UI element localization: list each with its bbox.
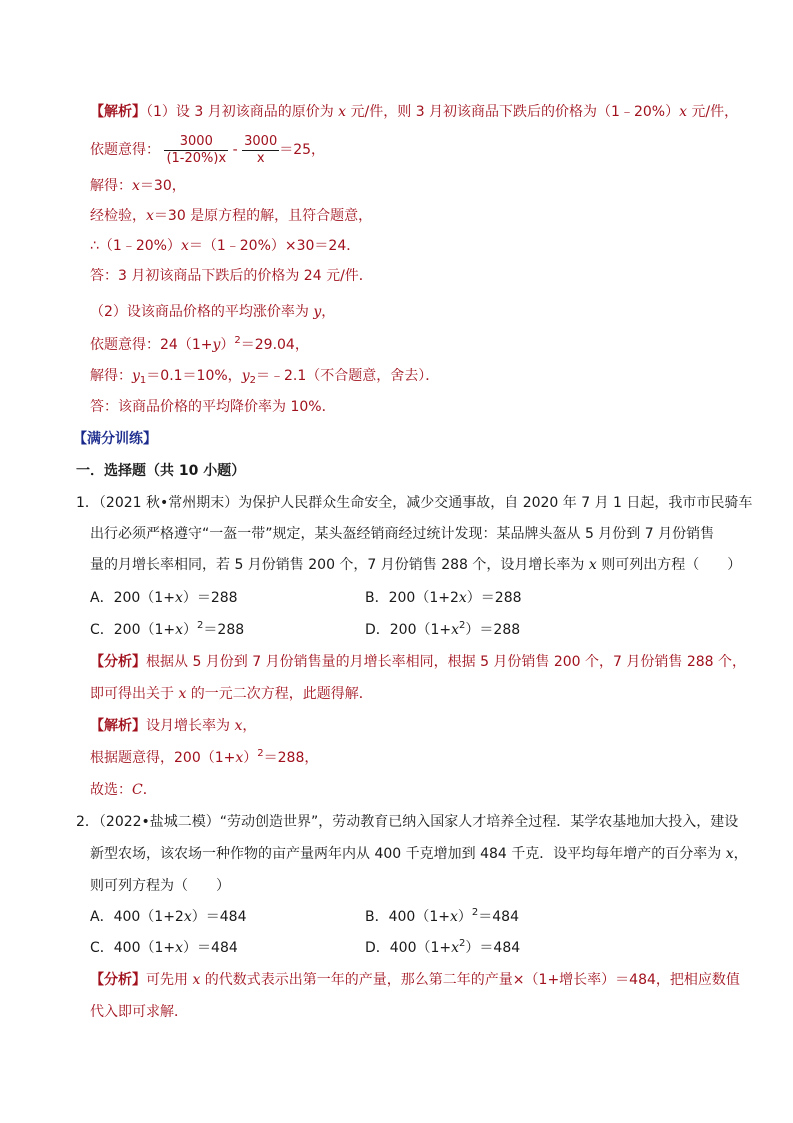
q1-stem-line-3: 量的月增长率相同，若 5 月份销售 200 个，7 月份销售 288 个，设月增长率为 x 则可列出方程（ ） (90, 557, 742, 573)
solution-line-7: （2）设该商品价格的平均涨价率为 y， (90, 304, 336, 320)
analysis-tag: 【分析】 (90, 972, 146, 988)
q1-option-b[interactable]: B．200（1+2x）＝288 (365, 590, 522, 606)
solution-line-5: ∴（1﹣20%）x＝（1﹣20%）×30＝24． (90, 238, 361, 254)
q2-stem-line-2: 新型农场，该农场一种作物的亩产量两年内从 400 千克增加到 484 千克．设平均每年增产的百分率为 x， (90, 846, 748, 862)
q2-stem-line-1: 2．（2022•盐城二模）“劳动创造世界”，劳动教育已纳入国家人才培养全过程．某学农基地加大投入，建设 (76, 814, 739, 830)
fraction: $\frac{3000}{(1-20\%)x}$ (166, 133, 227, 166)
solution-equation-line: 依题意得： $\frac{3000}{(1-20\%)x}$ - $\frac{3000}{x}$ ＝25， (90, 133, 326, 166)
solution-line-4: 经检验，x＝30 是原方程的解，且符合题意， (90, 208, 373, 224)
q1-stem-line-1: 1．（2021 秋•常州期末）为保护人民群众生命安全，减少交通事故，自 2020 年 7 月 1 日起，我市市民骑车 (76, 495, 753, 511)
q1-option-d[interactable]: D．$200(1+x^2)=288$ (365, 620, 521, 638)
q1-solution-line-2: 根据题意得，$200(1+x)^2=288$， (90, 748, 319, 766)
q2-option-b[interactable]: B．$400(1+x)^2=484$ (365, 907, 519, 925)
solution-tag: 【解析】 (90, 718, 146, 734)
q1-solution-line-1: 【解析】设月增长率为 x， (90, 718, 257, 734)
solution-line-3: 解得：x＝30， (90, 178, 186, 194)
solution-answer-2: 答：该商品价格的平均降价率为 10%． (90, 399, 336, 415)
solution-line-1: 【解析】（1）设 3 月初该商品的原价为 x 元/件，则 3 月初该商品下跌后的价格为（1﹣20%）x 元/件， (90, 104, 739, 120)
q2-option-c[interactable]: C．400（1+x）＝484 (90, 940, 238, 956)
q1-option-c[interactable]: C．$200(1+x)^2=288$ (90, 620, 245, 638)
q2-analysis-line-1: 【分析】可先用 x 的代数式表示出第一年的产量，那么第二年的产量×（1+增长率）＝484，把相应数值 (90, 972, 740, 988)
section-title: 【满分训练】 (73, 431, 157, 447)
q1-analysis-line-1: 【分析】根据从 5 月份到 7 月份销售量的月增长率相同，根据 5 月份销售 200 个，7 月份销售 288 个， (90, 654, 747, 670)
q2-option-d[interactable]: D．$400(1+x^2)=484$ (365, 938, 521, 956)
solution-line-9: 解得：$y_1=0.1=10\%$，$y_2=﹣2.1$（不合题意，舍去）． (90, 368, 440, 386)
q1-solution-line-3: 故选：C． (90, 782, 157, 798)
q2-analysis-line-2: 代入即可求解． (90, 1004, 188, 1020)
solution-tag: 【解析】 (90, 104, 146, 120)
fraction: $\frac{3000}{x}$ (244, 133, 278, 166)
q1-analysis-line-2: 即可得出关于 x 的一元二次方程，此题得解． (90, 686, 373, 702)
q2-option-a[interactable]: A．400（1+2x）＝484 (90, 909, 247, 925)
q1-stem-line-2: 出行必须严格遵守“一盔一带”规定，某头盔经销商经过统计发现：某品牌头盔从 5 月份到 7 月份销售 (90, 526, 715, 542)
solution-answer-1: 答：3 月初该商品下跌后的价格为 24 元/件． (90, 268, 373, 284)
solution-line-8: 依题意得：$24(1+y)^2=29.04$， (90, 335, 309, 353)
q1-option-a[interactable]: A．200（1+x）＝288 (90, 590, 238, 606)
analysis-tag: 【分析】 (90, 654, 146, 670)
q2-stem-line-3: 则可列方程为（ ） (90, 878, 230, 894)
section-subtitle: 一．选择题（共 10 小题） (76, 463, 246, 479)
